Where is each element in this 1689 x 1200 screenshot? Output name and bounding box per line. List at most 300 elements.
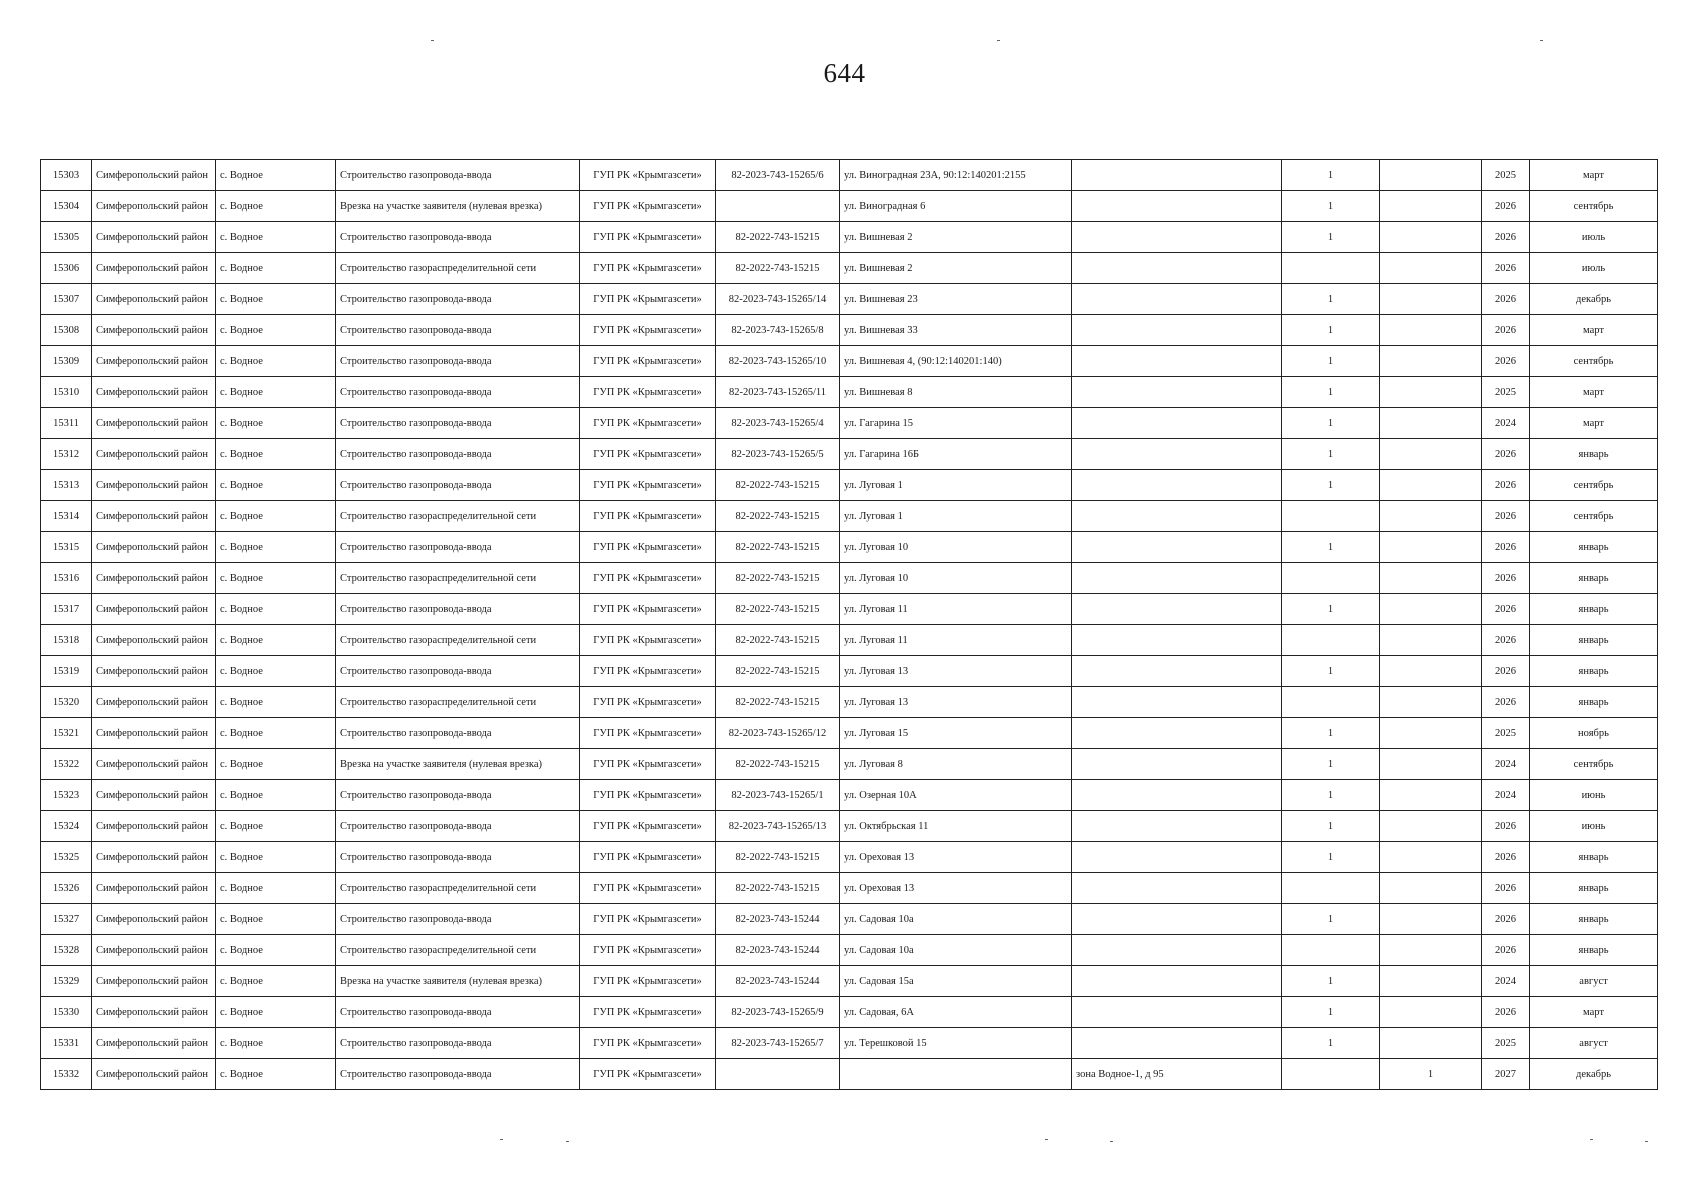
quantity-alt-cell [1380, 656, 1482, 687]
row-number: 15307 [41, 284, 92, 315]
village-cell: с. Водное [216, 284, 336, 315]
address-cell: ул. Луговая 13 [840, 687, 1072, 718]
month-cell: декабрь [1530, 284, 1658, 315]
quantity-alt-cell [1380, 532, 1482, 563]
district-cell: Симферопольский район [92, 780, 216, 811]
table-row [41, 222, 1658, 253]
table-row [41, 532, 1658, 563]
organization-cell: ГУП РК «Крымгазсети» [580, 284, 716, 315]
organization-cell: ГУП РК «Крымгазсети» [580, 656, 716, 687]
address-cell: ул. Виноградная 23А, 90:12:140201:2155 [840, 160, 1072, 191]
quantity-cell: 1 [1282, 470, 1380, 501]
table-row [41, 1059, 1658, 1090]
work-type-cell: Строительство газопровода-ввода [336, 1059, 580, 1090]
contract-number-cell [716, 191, 840, 222]
year-cell: 2026 [1482, 904, 1530, 935]
work-type-cell: Строительство газопровода-ввода [336, 811, 580, 842]
address-cell: ул. Октябрьская 11 [840, 811, 1072, 842]
organization-cell: ГУП РК «Крымгазсети» [580, 780, 716, 811]
quantity-cell: 1 [1282, 160, 1380, 191]
year-cell: 2026 [1482, 315, 1530, 346]
table-row [41, 935, 1658, 966]
district-cell: Симферопольский район [92, 315, 216, 346]
quantity-alt-cell [1380, 594, 1482, 625]
zone-cell [1072, 532, 1282, 563]
contract-number-cell: 82-2023-743-15265/14 [716, 284, 840, 315]
row-number: 15309 [41, 346, 92, 377]
quantity-cell [1282, 935, 1380, 966]
year-cell: 2025 [1482, 160, 1530, 191]
zone-cell [1072, 160, 1282, 191]
address-cell [840, 1059, 1072, 1090]
district-cell: Симферопольский район [92, 718, 216, 749]
village-cell: с. Водное [216, 780, 336, 811]
month-cell: сентябрь [1530, 470, 1658, 501]
zone-cell [1072, 625, 1282, 656]
year-cell: 2026 [1482, 997, 1530, 1028]
work-type-cell: Врезка на участке заявителя (нулевая врезка) [336, 749, 580, 780]
zone-cell [1072, 718, 1282, 749]
month-cell: август [1530, 1028, 1658, 1059]
organization-cell: ГУП РК «Крымгазсети» [580, 532, 716, 563]
quantity-cell: 1 [1282, 1028, 1380, 1059]
table-row [41, 315, 1658, 346]
zone-cell [1072, 842, 1282, 873]
village-cell: с. Водное [216, 656, 336, 687]
quantity-cell: 1 [1282, 532, 1380, 563]
row-number: 15303 [41, 160, 92, 191]
zone-cell [1072, 253, 1282, 284]
zone-cell [1072, 811, 1282, 842]
district-cell: Симферопольский район [92, 687, 216, 718]
zone-cell [1072, 408, 1282, 439]
organization-cell: ГУП РК «Крымгазсети» [580, 470, 716, 501]
address-cell: ул. Луговая 11 [840, 594, 1072, 625]
quantity-cell: 1 [1282, 966, 1380, 997]
table-row [41, 687, 1658, 718]
district-cell: Симферопольский район [92, 377, 216, 408]
work-type-cell: Строительство газопровода-ввода [336, 439, 580, 470]
table-row [41, 594, 1658, 625]
quantity-cell: 1 [1282, 718, 1380, 749]
district-cell: Симферопольский район [92, 904, 216, 935]
address-cell: ул. Садовая, 6А [840, 997, 1072, 1028]
zone-cell [1072, 222, 1282, 253]
zone-cell [1072, 749, 1282, 780]
work-type-cell: Строительство газопровода-ввода [336, 656, 580, 687]
village-cell: с. Водное [216, 222, 336, 253]
table-row [41, 563, 1658, 594]
year-cell: 2026 [1482, 563, 1530, 594]
year-cell: 2025 [1482, 718, 1530, 749]
work-type-cell: Врезка на участке заявителя (нулевая врезка) [336, 966, 580, 997]
organization-cell: ГУП РК «Крымгазсети» [580, 904, 716, 935]
organization-cell: ГУП РК «Крымгазсети» [580, 749, 716, 780]
organization-cell: ГУП РК «Крымгазсети» [580, 315, 716, 346]
work-type-cell: Строительство газопровода-ввода [336, 594, 580, 625]
village-cell: с. Водное [216, 470, 336, 501]
month-cell: июль [1530, 222, 1658, 253]
table-row [41, 656, 1658, 687]
work-type-cell: Строительство газопровода-ввода [336, 904, 580, 935]
contract-number-cell: 82-2022-743-15215 [716, 687, 840, 718]
month-cell: январь [1530, 873, 1658, 904]
village-cell: с. Водное [216, 997, 336, 1028]
quantity-cell: 1 [1282, 749, 1380, 780]
address-cell: ул. Гагарина 15 [840, 408, 1072, 439]
page-number: 644 [823, 58, 866, 88]
contract-number-cell: 82-2023-743-15265/9 [716, 997, 840, 1028]
table-row [41, 377, 1658, 408]
year-cell: 2026 [1482, 253, 1530, 284]
quantity-alt-cell [1380, 966, 1482, 997]
address-cell: ул. Садовая 15а [840, 966, 1072, 997]
zone-cell [1072, 439, 1282, 470]
contract-number-cell: 82-2022-743-15215 [716, 222, 840, 253]
row-number: 15329 [41, 966, 92, 997]
quantity-cell: 1 [1282, 439, 1380, 470]
organization-cell: ГУП РК «Крымгазсети» [580, 222, 716, 253]
organization-cell: ГУП РК «Крымгазсети» [580, 842, 716, 873]
quantity-alt-cell [1380, 346, 1482, 377]
address-cell: ул. Озерная 10А [840, 780, 1072, 811]
district-cell: Симферопольский район [92, 997, 216, 1028]
organization-cell: ГУП РК «Крымгазсети» [580, 346, 716, 377]
table-row [41, 904, 1658, 935]
month-cell: март [1530, 160, 1658, 191]
quantity-cell: 1 [1282, 377, 1380, 408]
quantity-cell: 1 [1282, 842, 1380, 873]
work-type-cell: Строительство газопровода-ввода [336, 315, 580, 346]
quantity-alt-cell [1380, 935, 1482, 966]
zone-cell [1072, 284, 1282, 315]
month-cell: ноябрь [1530, 718, 1658, 749]
month-cell: январь [1530, 625, 1658, 656]
contract-number-cell [716, 1059, 840, 1090]
work-type-cell: Врезка на участке заявителя (нулевая врезка) [336, 191, 580, 222]
quantity-alt-cell [1380, 253, 1482, 284]
village-cell: с. Водное [216, 842, 336, 873]
month-cell: март [1530, 377, 1658, 408]
work-type-cell: Строительство газопровода-ввода [336, 842, 580, 873]
organization-cell: ГУП РК «Крымгазсети» [580, 997, 716, 1028]
contract-number-cell: 82-2023-743-15265/12 [716, 718, 840, 749]
row-number: 15313 [41, 470, 92, 501]
quantity-alt-cell [1380, 625, 1482, 656]
month-cell: сентябрь [1530, 346, 1658, 377]
row-number: 15332 [41, 1059, 92, 1090]
table-row [41, 470, 1658, 501]
quantity-cell: 1 [1282, 191, 1380, 222]
contract-number-cell: 82-2023-743-15244 [716, 966, 840, 997]
row-number: 15327 [41, 904, 92, 935]
scan-speck [431, 40, 434, 41]
quantity-alt-cell [1380, 470, 1482, 501]
address-cell: ул. Вишневая 33 [840, 315, 1072, 346]
quantity-alt-cell [1380, 563, 1482, 594]
quantity-cell: 1 [1282, 315, 1380, 346]
work-type-cell: Строительство газораспределительной сети [336, 563, 580, 594]
address-cell: ул. Вишневая 2 [840, 222, 1072, 253]
work-type-cell: Строительство газораспределительной сети [336, 501, 580, 532]
contract-number-cell: 82-2023-743-15265/10 [716, 346, 840, 377]
district-cell: Симферопольский район [92, 284, 216, 315]
district-cell: Симферопольский район [92, 222, 216, 253]
year-cell: 2024 [1482, 749, 1530, 780]
contract-number-cell: 82-2022-743-15215 [716, 532, 840, 563]
district-cell: Симферопольский район [92, 811, 216, 842]
row-number: 15317 [41, 594, 92, 625]
village-cell: с. Водное [216, 408, 336, 439]
month-cell: январь [1530, 904, 1658, 935]
district-cell: Симферопольский район [92, 842, 216, 873]
address-cell: ул. Луговая 1 [840, 501, 1072, 532]
organization-cell: ГУП РК «Крымгазсети» [580, 718, 716, 749]
village-cell: с. Водное [216, 191, 336, 222]
village-cell: с. Водное [216, 687, 336, 718]
year-cell: 2024 [1482, 780, 1530, 811]
contract-number-cell: 82-2023-743-15265/6 [716, 160, 840, 191]
row-number: 15330 [41, 997, 92, 1028]
village-cell: с. Водное [216, 594, 336, 625]
village-cell: с. Водное [216, 625, 336, 656]
quantity-cell: 1 [1282, 346, 1380, 377]
district-cell: Симферопольский район [92, 966, 216, 997]
zone-cell [1072, 966, 1282, 997]
address-cell: ул. Вишневая 8 [840, 377, 1072, 408]
district-cell: Симферопольский район [92, 191, 216, 222]
row-number: 15324 [41, 811, 92, 842]
address-cell: ул. Вишневая 23 [840, 284, 1072, 315]
quantity-cell [1282, 873, 1380, 904]
month-cell: август [1530, 966, 1658, 997]
scan-speck [1645, 1141, 1648, 1142]
district-cell: Симферопольский район [92, 656, 216, 687]
district-cell: Симферопольский район [92, 160, 216, 191]
table-row [41, 842, 1658, 873]
address-cell: ул. Луговая 10 [840, 563, 1072, 594]
year-cell: 2026 [1482, 656, 1530, 687]
contract-number-cell: 82-2022-743-15215 [716, 625, 840, 656]
month-cell: январь [1530, 656, 1658, 687]
quantity-alt-cell [1380, 749, 1482, 780]
village-cell: с. Водное [216, 563, 336, 594]
month-cell: январь [1530, 935, 1658, 966]
work-type-cell: Строительство газопровода-ввода [336, 718, 580, 749]
zone-cell [1072, 315, 1282, 346]
contract-number-cell: 82-2023-743-15265/8 [716, 315, 840, 346]
row-number: 15323 [41, 780, 92, 811]
contract-number-cell: 82-2022-743-15215 [716, 594, 840, 625]
district-cell: Симферопольский район [92, 408, 216, 439]
row-number: 15321 [41, 718, 92, 749]
quantity-cell [1282, 253, 1380, 284]
contract-number-cell: 82-2022-743-15215 [716, 656, 840, 687]
row-number: 15304 [41, 191, 92, 222]
address-cell: ул. Ореховая 13 [840, 842, 1072, 873]
zone-cell [1072, 997, 1282, 1028]
contract-number-cell: 82-2022-743-15215 [716, 749, 840, 780]
contract-number-cell: 82-2023-743-15244 [716, 935, 840, 966]
address-cell: ул. Садовая 10а [840, 935, 1072, 966]
district-cell: Симферопольский район [92, 501, 216, 532]
month-cell: июнь [1530, 780, 1658, 811]
district-cell: Симферопольский район [92, 625, 216, 656]
zone-cell [1072, 470, 1282, 501]
zone-cell [1072, 563, 1282, 594]
organization-cell: ГУП РК «Крымгазсети» [580, 377, 716, 408]
work-type-cell: Строительство газопровода-ввода [336, 284, 580, 315]
village-cell: с. Водное [216, 935, 336, 966]
row-number: 15331 [41, 1028, 92, 1059]
quantity-cell: 1 [1282, 594, 1380, 625]
quantity-cell [1282, 625, 1380, 656]
district-cell: Симферопольский район [92, 532, 216, 563]
organization-cell: ГУП РК «Крымгазсети» [580, 501, 716, 532]
month-cell: сентябрь [1530, 191, 1658, 222]
address-cell: ул. Садовая 10а [840, 904, 1072, 935]
work-type-cell: Строительство газопровода-ввода [336, 780, 580, 811]
row-number: 15322 [41, 749, 92, 780]
district-cell: Симферопольский район [92, 439, 216, 470]
village-cell: с. Водное [216, 718, 336, 749]
contract-number-cell: 82-2023-743-15265/7 [716, 1028, 840, 1059]
quantity-cell: 1 [1282, 408, 1380, 439]
address-cell: ул. Вишневая 4, (90:12:140201:140) [840, 346, 1072, 377]
zone-cell [1072, 873, 1282, 904]
contract-number-cell: 82-2022-743-15215 [716, 501, 840, 532]
row-number: 15319 [41, 656, 92, 687]
row-number: 15310 [41, 377, 92, 408]
address-cell: ул. Луговая 1 [840, 470, 1072, 501]
work-type-cell: Строительство газопровода-ввода [336, 222, 580, 253]
year-cell: 2025 [1482, 377, 1530, 408]
table-row [41, 439, 1658, 470]
zone-cell [1072, 191, 1282, 222]
address-cell: ул. Ореховая 13 [840, 873, 1072, 904]
quantity-alt-cell [1380, 1028, 1482, 1059]
year-cell: 2026 [1482, 687, 1530, 718]
row-number: 15305 [41, 222, 92, 253]
village-cell: с. Водное [216, 904, 336, 935]
quantity-alt-cell [1380, 315, 1482, 346]
zone-cell: зона Водное-1, д 95 [1072, 1059, 1282, 1090]
quantity-alt-cell [1380, 687, 1482, 718]
quantity-alt-cell [1380, 811, 1482, 842]
zone-cell [1072, 656, 1282, 687]
work-type-cell: Строительство газопровода-ввода [336, 160, 580, 191]
scan-speck [1045, 1139, 1048, 1140]
row-number: 15316 [41, 563, 92, 594]
work-type-cell: Строительство газопровода-ввода [336, 532, 580, 563]
table-row [41, 966, 1658, 997]
quantity-cell [1282, 563, 1380, 594]
year-cell: 2026 [1482, 811, 1530, 842]
month-cell: декабрь [1530, 1059, 1658, 1090]
month-cell: март [1530, 408, 1658, 439]
organization-cell: ГУП РК «Крымгазсети» [580, 935, 716, 966]
year-cell: 2026 [1482, 935, 1530, 966]
year-cell: 2026 [1482, 439, 1530, 470]
address-cell: ул. Луговая 10 [840, 532, 1072, 563]
organization-cell: ГУП РК «Крымгазсети» [580, 563, 716, 594]
village-cell: с. Водное [216, 346, 336, 377]
table-row [41, 284, 1658, 315]
district-cell: Симферопольский район [92, 1059, 216, 1090]
organization-cell: ГУП РК «Крымгазсети» [580, 253, 716, 284]
quantity-alt-cell [1380, 873, 1482, 904]
row-number: 15325 [41, 842, 92, 873]
district-cell: Симферопольский район [92, 470, 216, 501]
scan-speck [566, 1141, 569, 1142]
district-cell: Симферопольский район [92, 873, 216, 904]
district-cell: Симферопольский район [92, 1028, 216, 1059]
village-cell: с. Водное [216, 749, 336, 780]
work-type-cell: Строительство газопровода-ввода [336, 1028, 580, 1059]
quantity-alt-cell [1380, 997, 1482, 1028]
address-cell: ул. Виноградная 6 [840, 191, 1072, 222]
contract-number-cell: 82-2023-743-15244 [716, 904, 840, 935]
row-number: 15320 [41, 687, 92, 718]
table-row [41, 346, 1658, 377]
organization-cell: ГУП РК «Крымгазсети» [580, 439, 716, 470]
scan-speck [997, 40, 1000, 41]
district-cell: Симферопольский район [92, 594, 216, 625]
month-cell: январь [1530, 532, 1658, 563]
village-cell: с. Водное [216, 966, 336, 997]
scan-speck [500, 1139, 503, 1140]
zone-cell [1072, 1028, 1282, 1059]
address-cell: ул. Луговая 15 [840, 718, 1072, 749]
year-cell: 2026 [1482, 284, 1530, 315]
year-cell: 2026 [1482, 625, 1530, 656]
quantity-cell: 1 [1282, 997, 1380, 1028]
year-cell: 2026 [1482, 191, 1530, 222]
work-type-cell: Строительство газораспределительной сети [336, 873, 580, 904]
quantity-alt-cell [1380, 780, 1482, 811]
table-row [41, 749, 1658, 780]
year-cell: 2024 [1482, 408, 1530, 439]
organization-cell: ГУП РК «Крымгазсети» [580, 160, 716, 191]
month-cell: сентябрь [1530, 749, 1658, 780]
organization-cell: ГУП РК «Крымгазсети» [580, 966, 716, 997]
year-cell: 2026 [1482, 222, 1530, 253]
month-cell: январь [1530, 439, 1658, 470]
village-cell: с. Водное [216, 315, 336, 346]
village-cell: с. Водное [216, 377, 336, 408]
year-cell: 2026 [1482, 873, 1530, 904]
quantity-alt-cell [1380, 842, 1482, 873]
table-row [41, 718, 1658, 749]
quantity-cell: 1 [1282, 780, 1380, 811]
table-row [41, 191, 1658, 222]
table-row [41, 873, 1658, 904]
quantity-cell: 1 [1282, 656, 1380, 687]
quantity-alt-cell [1380, 408, 1482, 439]
organization-cell: ГУП РК «Крымгазсети» [580, 594, 716, 625]
zone-cell [1072, 377, 1282, 408]
row-number: 15311 [41, 408, 92, 439]
work-type-cell: Строительство газопровода-ввода [336, 346, 580, 377]
organization-cell: ГУП РК «Крымгазсети» [580, 191, 716, 222]
contract-number-cell: 82-2023-743-15265/1 [716, 780, 840, 811]
zone-cell [1072, 935, 1282, 966]
quantity-alt-cell [1380, 904, 1482, 935]
register-table [40, 159, 1658, 1090]
month-cell: июнь [1530, 811, 1658, 842]
zone-cell [1072, 780, 1282, 811]
contract-number-cell: 82-2023-743-15265/11 [716, 377, 840, 408]
